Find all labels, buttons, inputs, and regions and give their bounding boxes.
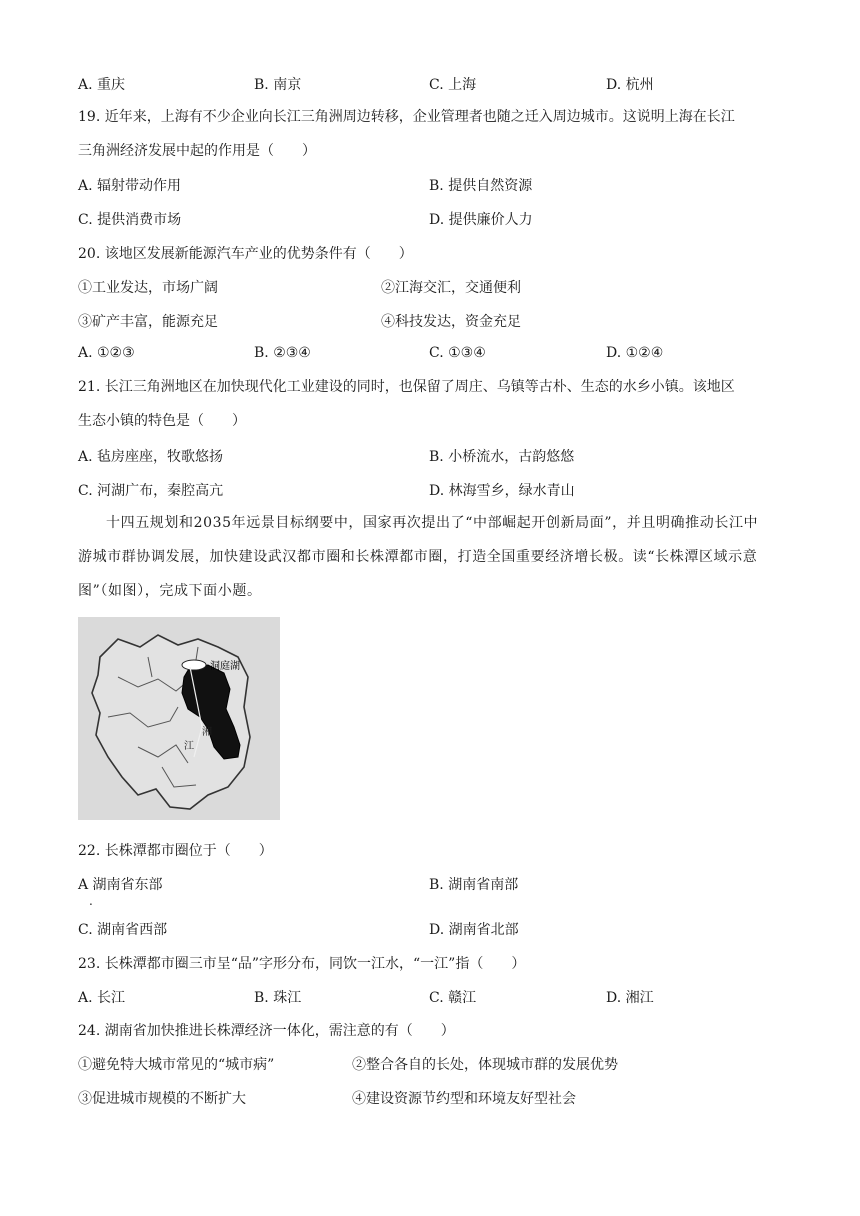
q20-item-4: ④科技发达，资金充足 xyxy=(381,314,521,330)
q24-item-2: ②整合各自的长处，体现城市群的发展优势 xyxy=(352,1057,618,1073)
passage-line-1: 十四五规划和2035年远景目标纲要中，国家再次提出了“中部崛起开创新局面”，并且明确推动长江中 xyxy=(106,515,759,531)
q24-item-4: ④建设资源节约型和环境友好型社会 xyxy=(352,1091,576,1107)
q19-option-a: A. 辐射带动作用 xyxy=(78,178,182,194)
map-label-lake: 洞庭湖 xyxy=(210,661,240,672)
q22-stem: 22. 长株潭都市圈位于（ ） xyxy=(78,843,273,859)
q20-item-2: ②江海交汇，交通便利 xyxy=(381,280,521,296)
hunan-province-map xyxy=(78,617,280,820)
q23-option-b: B. 珠江 xyxy=(254,990,302,1006)
q22-option-d: D. 湖南省北部 xyxy=(429,922,519,938)
q19-option-c: C. 提供消费市场 xyxy=(78,212,182,228)
q21-option-d: D. 林海雪乡，绿水青山 xyxy=(429,483,575,499)
q23-option-d: D. 湘江 xyxy=(606,990,654,1006)
q21-option-b: B. 小桥流水，古韵悠悠 xyxy=(429,449,575,465)
q21-option-c: C. 河湖广布，秦腔高亢 xyxy=(78,483,224,499)
q21-options-row-1 xyxy=(78,446,778,466)
q21-stem xyxy=(78,370,782,438)
q20-option-d: D. ①②④ xyxy=(606,345,664,361)
q22-options-row-2 xyxy=(78,919,778,939)
changzhutan-region-map xyxy=(78,617,280,820)
q24-items-row-2 xyxy=(78,1088,778,1108)
q24-item-1: ①避免特大城市常见的“城市病” xyxy=(78,1057,275,1073)
q20-stem: 20. 该地区发展新能源汽车产业的优势条件有（ ） xyxy=(78,246,413,262)
passage-line-2: 游城市群协调发展，加快建设武汉都市圈和长株潭都市圈，打造全国重要经济增长极。读“长株潭区域示意 xyxy=(78,549,758,565)
q23-option-a: A. 长江 xyxy=(78,990,126,1006)
q19-stem xyxy=(78,100,782,168)
q24-stem: 24. 湖南省加快推进长株潭经济一体化，需注意的有（ ） xyxy=(78,1023,455,1039)
q21-option-a: A. 毡房座座，牧歌悠扬 xyxy=(78,449,224,465)
q21-stem-line-1: 21. 长江三角洲地区在加快现代化工业建设的同时，也保留了周庄、乌镇等古朴、生态的水乡小镇。该地区 xyxy=(78,379,735,395)
q22-stray-dot: . xyxy=(89,894,93,908)
q20-item-3: ③矿产丰富，能源充足 xyxy=(78,314,218,330)
reading-passage xyxy=(78,506,782,608)
q22-options-row-1 xyxy=(78,874,778,894)
q18-option-d: D. 杭州 xyxy=(606,77,654,93)
q23-option-c: C. 赣江 xyxy=(429,990,477,1006)
dongting-lake xyxy=(182,660,206,670)
passage-line-3: 图”（如图），完成下面小题。 xyxy=(78,583,262,599)
q20-option-a: A. ①②③ xyxy=(78,345,135,361)
q19-stem-line-2: 三角洲经济发展中起的作用是（ ） xyxy=(78,143,316,159)
q20-option-c: C. ①③④ xyxy=(429,345,486,361)
q19-option-b: B. 提供自然资源 xyxy=(429,178,533,194)
q22-option-c: C. 湖南省西部 xyxy=(78,922,168,938)
q20-items-row-1 xyxy=(78,277,778,297)
map-label-river-2: 江 xyxy=(184,741,194,752)
q20-items-row-2 xyxy=(78,311,778,331)
q23-options xyxy=(78,987,778,1007)
q21-stem-line-2: 生态小镇的特色是（ ） xyxy=(78,413,246,429)
q20-option-b: B. ②③④ xyxy=(254,345,311,361)
q24-item-3: ③促进城市规模的不断扩大 xyxy=(78,1091,246,1107)
q18-option-a: A. 重庆 xyxy=(78,77,126,93)
q24-items-row-1 xyxy=(78,1054,778,1074)
q19-options-row-2 xyxy=(78,209,778,229)
q20-options xyxy=(78,345,778,365)
q19-option-d: D. 提供廉价人力 xyxy=(429,212,533,228)
q20-item-1: ①工业发达，市场广阔 xyxy=(78,280,218,296)
q18-options xyxy=(78,74,778,94)
q23-stem: 23. 长株潭都市圈三市呈“品”字形分布，同饮一江水，“一江”指（ ） xyxy=(78,956,526,972)
q18-option-b: B. 南京 xyxy=(254,77,302,93)
q21-options-row-2 xyxy=(78,480,778,500)
q19-stem-line-1: 19. 近年来，上海有不少企业向长江三角洲周边转移，企业管理者也随之迁入周边城市。这说明上海在长江 xyxy=(78,109,735,125)
q22-option-b: B. 湖南省南部 xyxy=(429,877,519,893)
q19-options-row-1 xyxy=(78,175,778,195)
q18-option-c: C. 上海 xyxy=(429,77,477,93)
map-label-river-1: 湘 xyxy=(202,727,212,738)
q22-option-a: A 湖南省东部 xyxy=(78,877,163,893)
